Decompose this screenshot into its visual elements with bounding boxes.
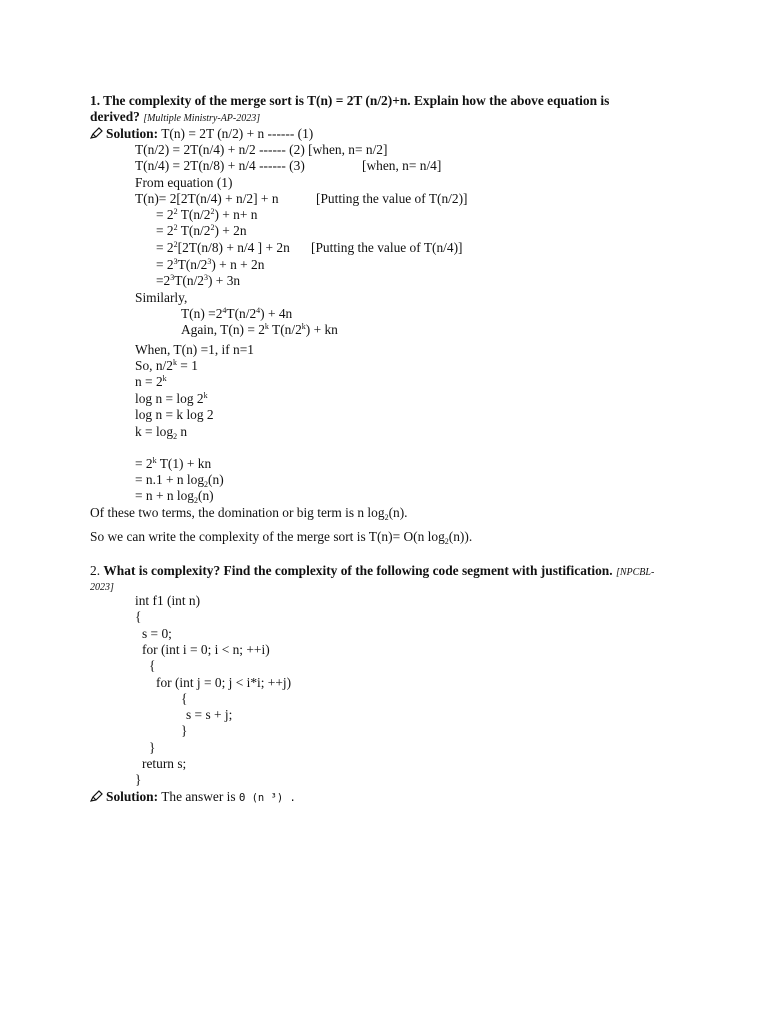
q1-conclusion: So we can write the complexity of the merge sort is T(n)= O(n $\log_2(n)$). <box>90 529 473 546</box>
q1-step2: = $2^2$ $T(n/2^2) + 2n$ <box>156 223 247 238</box>
q1-eq2: T(n/2) = 2T(n/4) + n/2 ------ (2) [when, n= n/2] <box>135 142 388 157</box>
q1-step3-note: [Putting the value of T(n/4)] <box>311 240 463 255</box>
code-line: for (int i = 0; i < n; ++i) <box>142 642 270 657</box>
q1-tn-note: [Putting the value of T(n/2)] <box>316 191 468 206</box>
code-line: int f1 (int n) <box>135 593 201 608</box>
pencil-hand-icon <box>90 127 103 139</box>
code-line: { <box>149 658 156 673</box>
q1-log1: log n = log 2$^k$ <box>135 391 208 406</box>
q1-so: So, $n/2^k = 1$ <box>135 358 198 373</box>
q1-general1: $T(n) =2^4T(n/2^4) + 4n$ <box>181 306 293 321</box>
q1-result2: = n.1 + n $\log_2(n)$ <box>135 472 224 489</box>
q1-domination: Of these two terms, the domination or big term is n $\log_2(n)$. <box>90 505 408 522</box>
q1-result1: = $2^k$ T(1) + kn <box>135 456 212 471</box>
code-line: } <box>149 740 156 755</box>
q1-similarly: Similarly, <box>135 290 188 305</box>
code-line: { <box>135 609 142 624</box>
q1-k-eq: $k = \log_2 n$ <box>135 424 188 441</box>
q1-step5: $=2^3T(n/2^3) + 3n$ <box>156 273 241 288</box>
q2-solution-line: Solution: The answer is Θ (n ³) . <box>90 789 296 806</box>
pencil-hand-icon <box>90 790 103 802</box>
q1-question-line2: derived? [Multiple Ministry-AP-2023] <box>90 109 261 124</box>
q1-when: When, T(n) =1, if n=1 <box>135 342 254 357</box>
q1-step3: = $2^2[2T(n/8) + n/4$ ] + 2n <box>156 240 290 255</box>
q2-reference-cont: 2023] <box>90 582 114 593</box>
q1-n-eq: $n = 2^k$ <box>135 374 167 389</box>
q1-eq3-note: [when, n= n/4] <box>362 158 442 173</box>
code-line: { <box>181 691 188 706</box>
q1-from-eq1: From equation (1) <box>135 175 233 190</box>
q1-solution-line: Solution: T(n) = 2T (n/2) + n ------ (1) <box>90 126 313 142</box>
code-line: } <box>135 772 142 787</box>
q1-step1: = $2^2$ $T(n/2^2) + n+ n$ <box>156 207 258 222</box>
q1-tn-expand: T(n)= 2[2T(n/4) + n/2] + n <box>135 191 279 206</box>
q1-eq3: T(n/4) = 2T(n/8) + n/4 ------ (3) <box>135 158 305 173</box>
q1-reference: [Multiple Ministry-AP-2023] <box>143 113 261 124</box>
q2-reference: [NPCBL- <box>615 567 655 578</box>
q1-log2: log n = k log 2 <box>135 407 214 422</box>
q2-answer-math: Θ (n ³) . <box>238 792 296 804</box>
q1-solution-label: Solution: <box>106 126 159 141</box>
q1-step4: = $2^3T(n/2^3) + n + 2n$ <box>156 257 265 272</box>
q1-result3: = n + n $\log_2(n)$ <box>135 488 214 505</box>
code-line: s = 0; <box>142 626 172 641</box>
q2-solution-label: Solution: <box>106 789 159 804</box>
code-line: s = s + j; <box>186 707 233 722</box>
code-line: return s; <box>142 756 187 771</box>
code-line: } <box>181 723 188 738</box>
q1-question-line1: 1. The complexity of the merge sort is T(n) = 2T (n/2)+n. Explain how the above equation is <box>90 93 610 108</box>
code-line: for (int j = 0; j < i*i; ++j) <box>156 675 292 690</box>
q2-question: 2. What is complexity? Find the complexity of the following code segment with justification. [NPCBL- <box>90 563 655 578</box>
q1-general2: Again, $T(n) = 2^k$ $T(n/2^k)$ + kn <box>181 322 338 337</box>
